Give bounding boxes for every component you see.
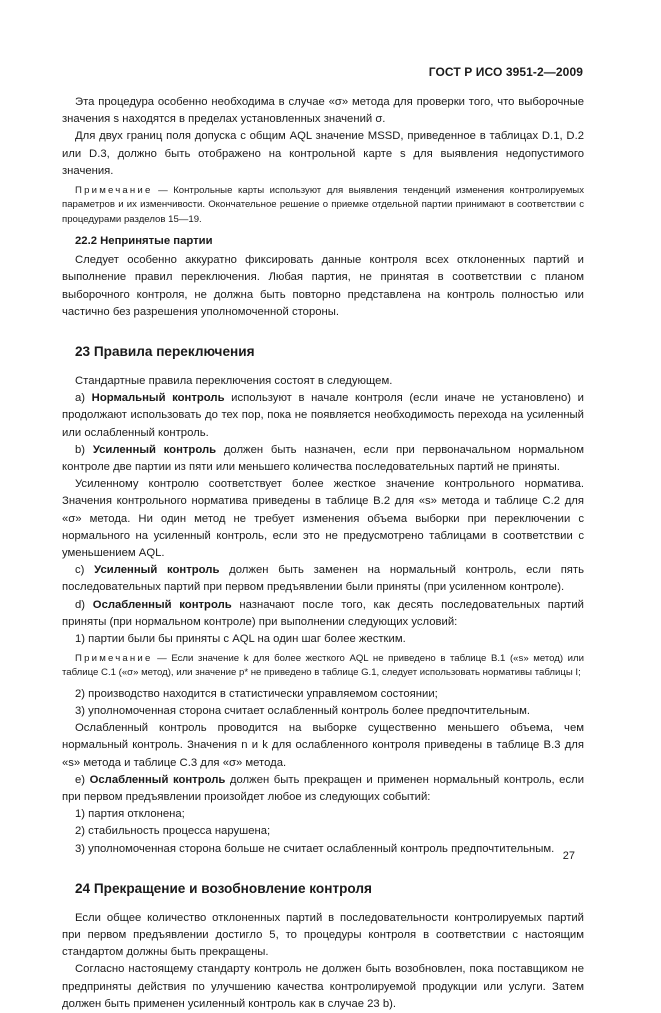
paragraph: Согласно настоящему стандарту контроль не должен быть возобновлен, пока поставщиком не предприняты действия по улучшению качества контролируемой продукции или услуги. Затем должен быть применен усиленный контроль как в случае 23 b). bbox=[62, 963, 584, 1010]
item-text: назначают после того, как десять последовательных партий приняты (при нормальном контроле) при выполнении следующих условий: bbox=[62, 598, 584, 628]
term: Усиленный контроль bbox=[94, 564, 220, 577]
item-marker: a) bbox=[75, 392, 92, 405]
item-text: должен быть назначен, если при первоначальном нормальном контроле две партии из пяти или меньшего количества последовательных партий не приняты. bbox=[62, 443, 584, 473]
section-heading-23: 23 Правила переключения bbox=[75, 343, 255, 359]
list-item bbox=[62, 442, 584, 476]
term: Усиленный контроль bbox=[92, 443, 217, 456]
item-marker: c) bbox=[75, 564, 95, 577]
standard-header: ГОСТ Р ИСО 3951-2—2009 bbox=[428, 65, 583, 79]
paragraph: Если общее количество отклоненных партий в последовательности контролируемых партий при первом предъявлении достигло 5, то процедуры контроля в соответствии с настоящим стандартом должны быть прекращены. bbox=[62, 911, 584, 959]
term: Нормальный контроль bbox=[91, 392, 225, 405]
sub-item: 3) уполномоченная сторона считает ослабленный контроль более предпочтительным. bbox=[75, 704, 530, 717]
term: Ослабленный контроль bbox=[92, 598, 232, 611]
note-text: — Если значение k для более жесткого AQL не приведено в таблице B.1 («s» метод) или таблице C.1 («σ» метод), или значение p* не приведено в таблице G.1, следует использовать нормативы таблицы I; bbox=[62, 653, 584, 679]
sub-item: 1) партия отклонена; bbox=[75, 808, 185, 821]
section-heading-24: 24 Прекращение и возобновление контроля bbox=[75, 880, 372, 896]
sub-item: 3) уполномоченная сторона больше не считает ослабленный контроль предпочтительным. bbox=[75, 842, 555, 855]
paragraph: Стандартные правила переключения состоят в следующем. bbox=[75, 374, 393, 387]
paragraph: Ослабленный контроль проводится на выборке существенно меньшего объема, чем нормальный контроль. Значения n и k для ослабленного контроля приведены в таблице B.3 для «s» метода и таблице C.3 для «σ» метода. bbox=[62, 722, 584, 769]
note bbox=[62, 652, 584, 681]
sub-item: 1) партии были бы приняты с AQL на один шаг более жестким. bbox=[75, 632, 406, 645]
sub-item: 2) стабильность процесса нарушена; bbox=[75, 825, 271, 838]
list-item bbox=[62, 390, 584, 442]
paragraph: Для двух границ поля допуска с общим AQL значение MSSD, приведенное в таблицах D.1, D.2 или D.3, должно быть отображено на контрольной карте s для выявления недопустимого значения. bbox=[62, 130, 584, 177]
page-number: 27 bbox=[562, 850, 575, 862]
page-body bbox=[62, 94, 584, 1013]
item-text: должен быть прекращен и применен нормальный контроль, если при первом предъявлении произойдет любое из следующих событий: bbox=[62, 773, 585, 803]
list-item bbox=[62, 772, 584, 806]
note-text: — Контрольные карты используют для выявления тенденций изменения контролируемых параметров и их изменчивости. Окончательное решение о приемке отдельной партии принимают в соответствии с процедурами разделов 15—19. bbox=[62, 185, 584, 225]
sub-item: 2) производство находится в статистически управляемом состоянии; bbox=[75, 687, 438, 700]
note-label: Примечание bbox=[75, 653, 153, 665]
paragraph: Эта процедура особенно необходима в случае «σ» метода для проверки того, что выборочные значения s находятся в пределах установленных значений σ. bbox=[62, 96, 584, 126]
list-item bbox=[62, 562, 584, 596]
item-text: используют в начале контроля (если иначе не установлено) и продолжают использовать до тех пор, пока не появляется необходимость перехода на усиленный или ослабленный контроль. bbox=[62, 392, 584, 439]
item-marker: d) bbox=[75, 598, 93, 611]
paragraph: Усиленному контролю соответствует более жесткое значение контрольного норматива. Значения контрольного норматива приведены в таблице B.2 для «s» метода и таблице C.2 для «σ» метода. Ни один метод не требует изменения объема выборки при переключении с нормального на усиленный контроль, если это не предусмотрено таблицами в соответствии с уменьшением AQL. bbox=[62, 478, 584, 559]
note-label: Примечание bbox=[75, 185, 153, 197]
item-marker: b) bbox=[75, 443, 93, 456]
paragraph: Следует особенно аккуратно фиксировать данные контроля всех отклоненных партий и выполнение правил переключения. Любая партия, не принятая в соответствии с планом выборочного контроля, не должна быть повторно представлена на контроль полностью или частично без разрешения уполномоченной стороны. bbox=[62, 254, 584, 318]
term: Ослабленный контроль bbox=[89, 773, 226, 786]
item-marker: e) bbox=[75, 773, 90, 786]
note bbox=[62, 184, 584, 227]
section-heading-22-2: 22.2 Непринятые партии bbox=[75, 234, 213, 247]
list-item bbox=[62, 597, 584, 631]
item-text: должен быть заменен на нормальный контроль, если пять последовательных партий при первом предъявлении были приняты (при усиленном контроле). bbox=[62, 564, 584, 594]
